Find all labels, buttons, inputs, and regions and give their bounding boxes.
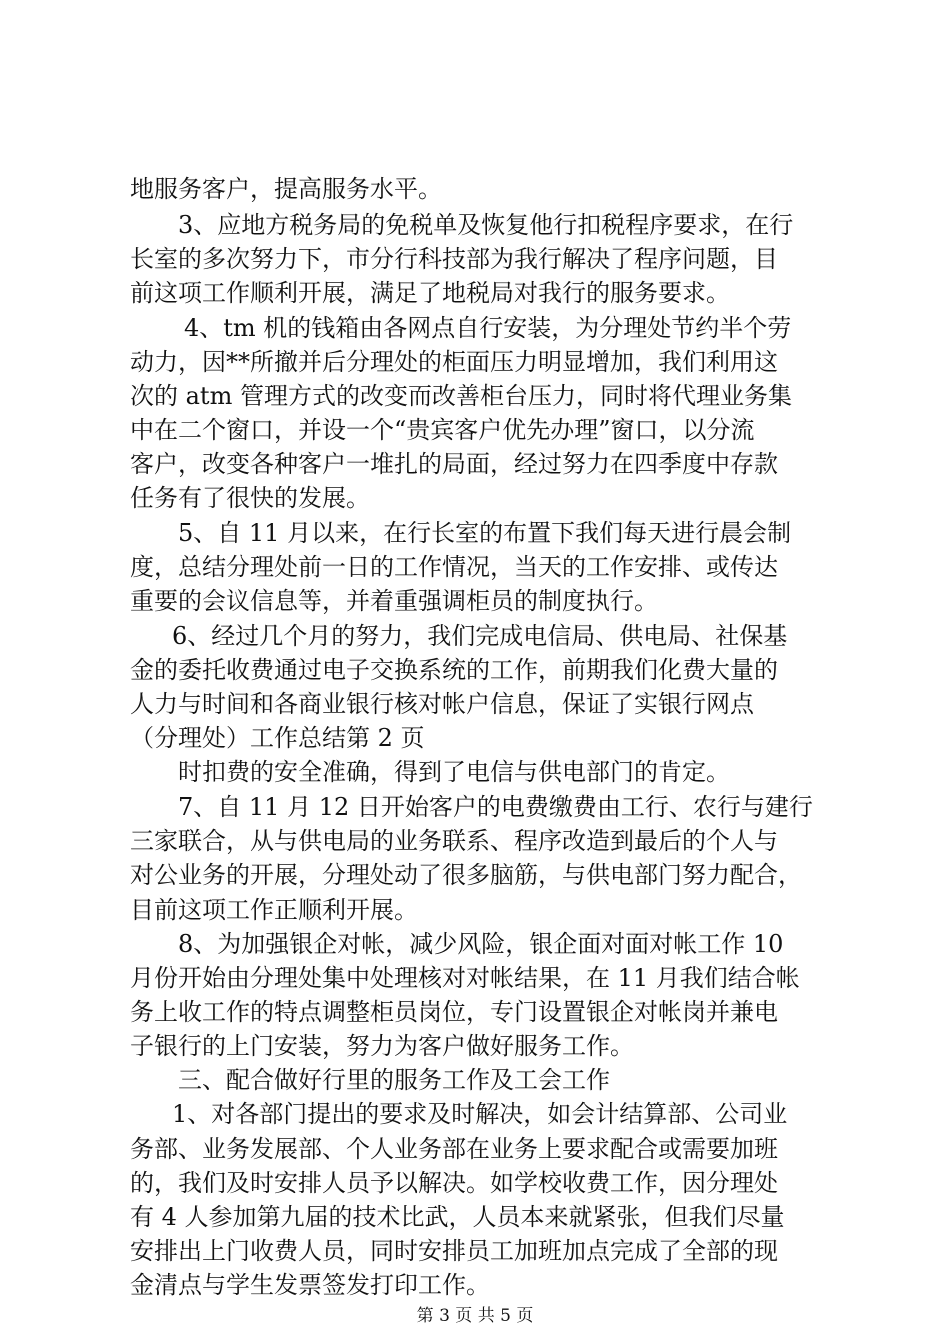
text-line: 三家联合，从与供电局的业务联系、程序改造到最后的个人与 <box>130 827 778 855</box>
text-line: 人力与时间和各商业银行核对帐户信息，保证了实银行网点 <box>130 690 754 718</box>
text-line: 8、为加强银企对帐，减少风险，银企面对面对帐工作 10 <box>178 930 784 958</box>
text-line: 7、自 11 月 12 日开始客户的电费缴费由工行、农行与建行 <box>178 793 813 821</box>
text-line: 任务有了很快的发展。 <box>130 484 370 512</box>
text-line: 重要的会议信息等，并着重强调柜员的制度执行。 <box>130 587 658 615</box>
text-line: 动力，因**所撤并后分理处的柜面压力明显增加，我们利用这 <box>130 348 778 376</box>
text-line: 目前这项工作正顺利开展。 <box>130 896 418 924</box>
text-line: 对公业务的开展，分理处动了很多脑筋，与供电部门努力配合， <box>130 861 802 889</box>
text-line: 金清点与学生发票签发打印工作。 <box>130 1271 490 1299</box>
page-number-footer: 第 3 页 共 5 页 <box>416 1306 534 1326</box>
text-line: 地服务客户，提高服务水平。 <box>130 175 442 203</box>
text-line: 长室的多次努力下，市分行科技部为我行解决了程序问题，目 <box>130 245 778 273</box>
text-line: 金的委托收费通过电子交换系统的工作，前期我们化费大量的 <box>130 656 778 684</box>
text-line: 务部、业务发展部、个人业务部在业务上要求配合或需要加班 <box>130 1135 778 1163</box>
text-line: 前这项工作顺利开展，满足了地税局对我行的服务要求。 <box>130 279 730 307</box>
text-line: 5、自 11 月以来，在行长室的布置下我们每天进行晨会制 <box>178 519 792 547</box>
text-line: 子银行的上门安装，努力为客户做好服务工作。 <box>130 1032 634 1060</box>
text-line: 有 4 人参加第九届的技术比武，人员本来就紧张，但我们尽量 <box>130 1203 785 1231</box>
text-line: 次的 atm 管理方式的改变而改善柜台压力，同时将代理业务集 <box>130 382 792 410</box>
text-line: 客户，改变各种客户一堆扎的局面，经过努力在四季度中存款 <box>130 450 778 478</box>
text-line: 中在二个窗口，并设一个“贵宾客户优先办理”窗口，以分流 <box>130 416 755 444</box>
section-heading: 三、配合做好行里的服务工作及工会工作 <box>178 1066 610 1094</box>
text-line: 时扣费的安全准确，得到了电信与供电部门的肯定。 <box>178 758 730 786</box>
text-line: 6、经过几个月的努力，我们完成电信局、供电局、社保基 <box>172 622 788 650</box>
text-line: 的，我们及时安排人员予以解决。如学校收费工作，因分理处 <box>130 1169 778 1197</box>
text-line: 度，总结分理处前一日的工作情况，当天的工作安排、或传达 <box>130 553 778 581</box>
text-line: （分理处）工作总结第 2 页 <box>130 724 425 752</box>
text-line: 务上收工作的特点调整柜员岗位，专门设置银企对帐岗并兼电 <box>130 998 778 1026</box>
text-line: 1、对各部门提出的要求及时解决，如会计结算部、公司业 <box>172 1100 788 1128</box>
text-line: 月份开始由分理处集中处理核对对帐结果，在 11 月我们结合帐 <box>130 964 800 992</box>
text-line: 安排出上门收费人员，同时安排员工加班加点完成了全部的现 <box>130 1237 778 1265</box>
text-line: 4、tm 机的钱箱由各网点自行安装，为分理处节约半个劳 <box>184 314 792 342</box>
text-line: 3、应地方税务局的免税单及恢复他行扣税程序要求，在行 <box>178 211 794 239</box>
